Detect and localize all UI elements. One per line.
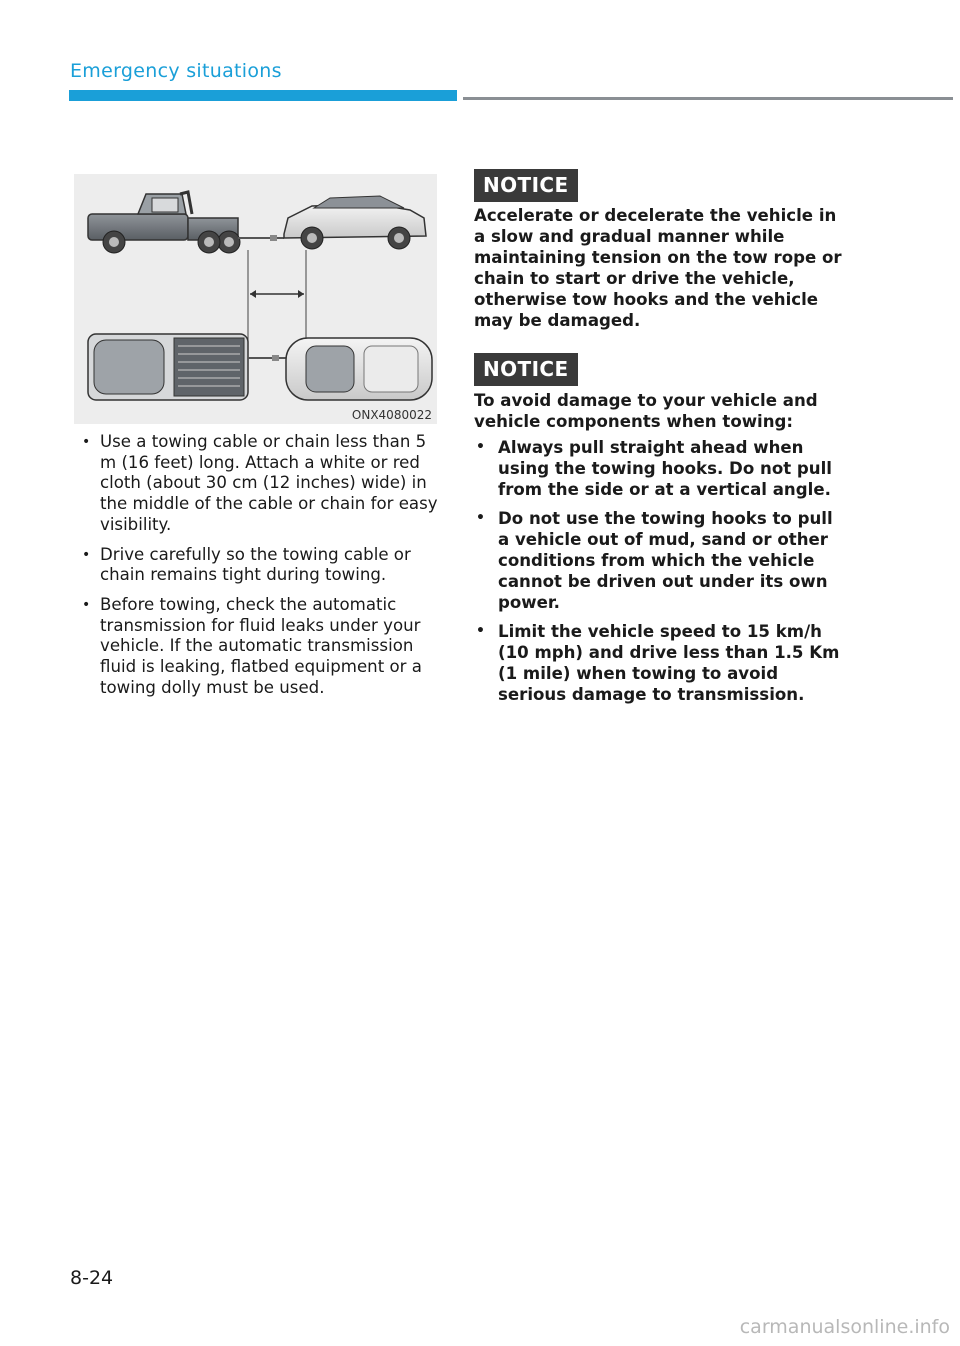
notice-text: Accelerate or decelerate the vehicle in a slow and gradual manner while maintaining tension on the tow rope or chain to start or drive the vehicle, otherwise tow hooks and the vehicle may be damaged. bbox=[474, 206, 842, 330]
section-title: Emergency situations bbox=[70, 60, 282, 82]
notice-intro: To avoid damage to your vehicle and vehicle components when towing: bbox=[474, 391, 818, 431]
tow-truck-top bbox=[88, 334, 248, 400]
list-item-text: Use a towing cable or chain less than 5 m (16 feet) long. Attach a white or red cloth (about 30 cm (12 inches) wide) in the middle of the cable or chain for easy visibility. bbox=[100, 432, 438, 534]
bullet-icon: • bbox=[476, 439, 485, 455]
list-item-text: Do not use the towing hooks to pull a vehicle out of mud, sand or other conditions from which the vehicle cannot be driven out under its own power. bbox=[498, 509, 833, 612]
bullet-icon: • bbox=[82, 434, 91, 450]
figure-code: ONX4080022 bbox=[351, 408, 432, 422]
bullet-icon: • bbox=[476, 510, 485, 526]
list-item bbox=[474, 437, 844, 500]
list-item-text: Always pull straight ahead when using the towing hooks. Do not pull from the side or at a vertical angle. bbox=[498, 438, 832, 499]
towed-car-top bbox=[286, 338, 432, 400]
list-item bbox=[80, 432, 440, 536]
bullet-icon: • bbox=[476, 623, 485, 639]
list-item bbox=[80, 545, 440, 586]
list-item-text: Before towing, check the automatic transmission for fluid leaks under your vehicle. If the automatic transmission fluid is leaking, flatbed equipment or a towing dolly must be used. bbox=[100, 594, 422, 697]
list-item bbox=[80, 595, 440, 699]
towing-diagram bbox=[74, 174, 437, 424]
notice-badge: NOTICE bbox=[474, 353, 578, 386]
notice-badge: NOTICE bbox=[474, 169, 578, 202]
towing-guidelines-list bbox=[80, 432, 440, 707]
notice-list bbox=[474, 437, 844, 713]
list-item-text: Limit the vehicle speed to 15 km/h (10 mph) and drive less than 1.5 Km (1 mile) when towing to avoid serious damage to transmission. bbox=[498, 622, 840, 704]
bullet-icon: • bbox=[82, 596, 91, 613]
towing-illustration bbox=[74, 174, 437, 424]
tow-truck-side bbox=[88, 192, 240, 253]
towed-car-side bbox=[284, 196, 426, 249]
bullet-icon: • bbox=[82, 546, 91, 563]
header-rule bbox=[463, 97, 953, 100]
list-item bbox=[474, 508, 844, 613]
page-number: 8-24 bbox=[70, 1267, 114, 1289]
list-item bbox=[474, 621, 844, 705]
header-rule-accent bbox=[69, 90, 457, 101]
watermark: carmanualsonline.info bbox=[739, 1316, 950, 1338]
list-item-text: Drive carefully so the towing cable or chain remains tight during towing. bbox=[100, 544, 411, 585]
